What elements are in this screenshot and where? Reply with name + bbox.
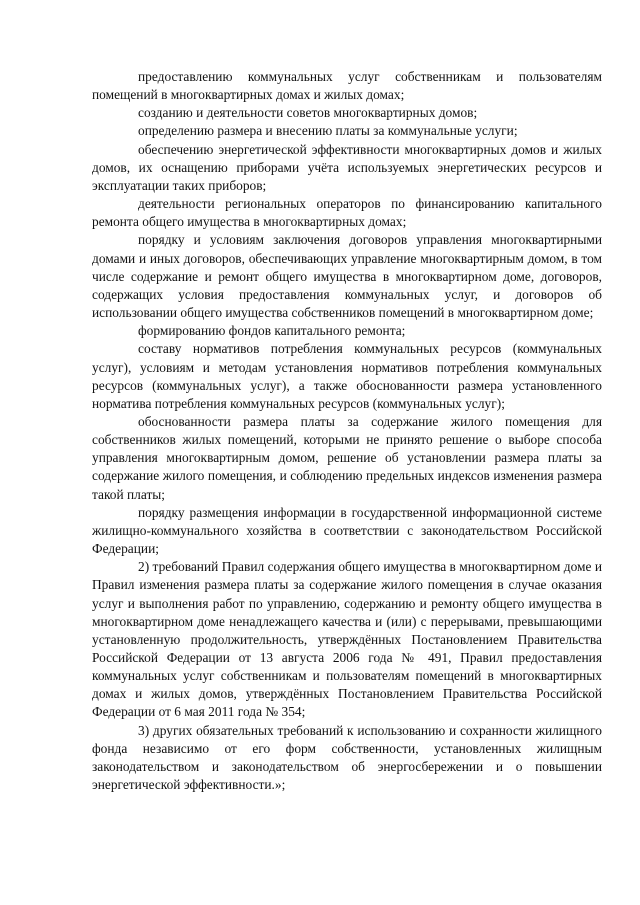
paragraph-consumption-norms: составу нормативов потребления коммунальных ресурсов (коммунальных услуг), условиям и методам установления нормативов потребления коммунальных ресурсов (коммунальных услуг), а также обоснованности размера установленного норматива потребления коммунальных ресурсов (коммунальных услуг); (92, 341, 602, 411)
paragraph-repair-funds: формированию фондов капитального ремонта; (138, 323, 406, 339)
paragraph-management-contracts: порядку и условиям заключения договоров управления многоквартирными домами и иных договоров, обеспечивающих управление многоквартирным домом, в том числе содержание и ремонт общего имущества в многоквартирном доме, договоров, содержащих условия предоставления коммунальных услуг, и договоров об использовании общего имущества собственников помещений в многоквартирном доме; (92, 232, 602, 321)
paragraph-payment: определению размера и внесению платы за коммунальные услуги; (138, 123, 518, 139)
paragraph-item-3: 3) других обязательных требований к использованию и сохранности жилищного фонда независимо от его форм собственности, установленных жилищным законодательством и законодательством об энергосбережении и о повышении энергетической эффективности.»; (92, 722, 602, 793)
paragraph-utilities-provision: предоставлению коммунальных услуг собственникам и пользователям помещений в многоквартирных домах и жилых домах; (92, 69, 602, 103)
document-page (92, 68, 602, 794)
paragraph-item-2: 2) требований Правил содержания общего имущества в многоквартирном доме и Правил изменения размера платы за содержание жилого помещения в случае оказания услуг и выполнения работ по управлению, содержанию и ремонту общего имущества в многоквартирном доме ненадлежащего качества и (или) с перерывами, превышающими установленную продолжительность, утверждённых Постановлением Правительства Российской Федерации от 13 августа 2006 года № 491, Правил предоставления коммунальных услуг собственникам и пользователям помещений в многоквартирных домах и жилых домов, утверждённых Постановлением Правительства Российской Федерации от 6 мая 2011 года № 354; (92, 559, 602, 720)
paragraph-regional-operators: деятельности региональных операторов по финансированию капитального ремонта общего имущества в многоквартирных домах; (92, 196, 602, 230)
paragraph-energy-efficiency: обеспечению энергетической эффективности многоквартирных домов и жилых домов, их оснащению приборами учёта используемых энергетических ресурсов и эксплуатации таких приборов; (92, 141, 602, 193)
paragraph-information-system: порядку размещения информации в государственной информационной системе жилищно-коммунального хозяйства в соответствии с законодательством Российской Федерации; (92, 504, 602, 557)
paragraph-councils: созданию и деятельности советов многоквартирных домов; (138, 105, 478, 121)
paragraph-maintenance-fee: обоснованности размера платы за содержание жилого помещения для собственников жилых помещений, которыми не принято решение о выборе способа управления многоквартирным домом, решение об установлении размера платы за содержание жилого помещения, и соблюдению предельных индексов изменения размера такой платы; (92, 413, 602, 502)
